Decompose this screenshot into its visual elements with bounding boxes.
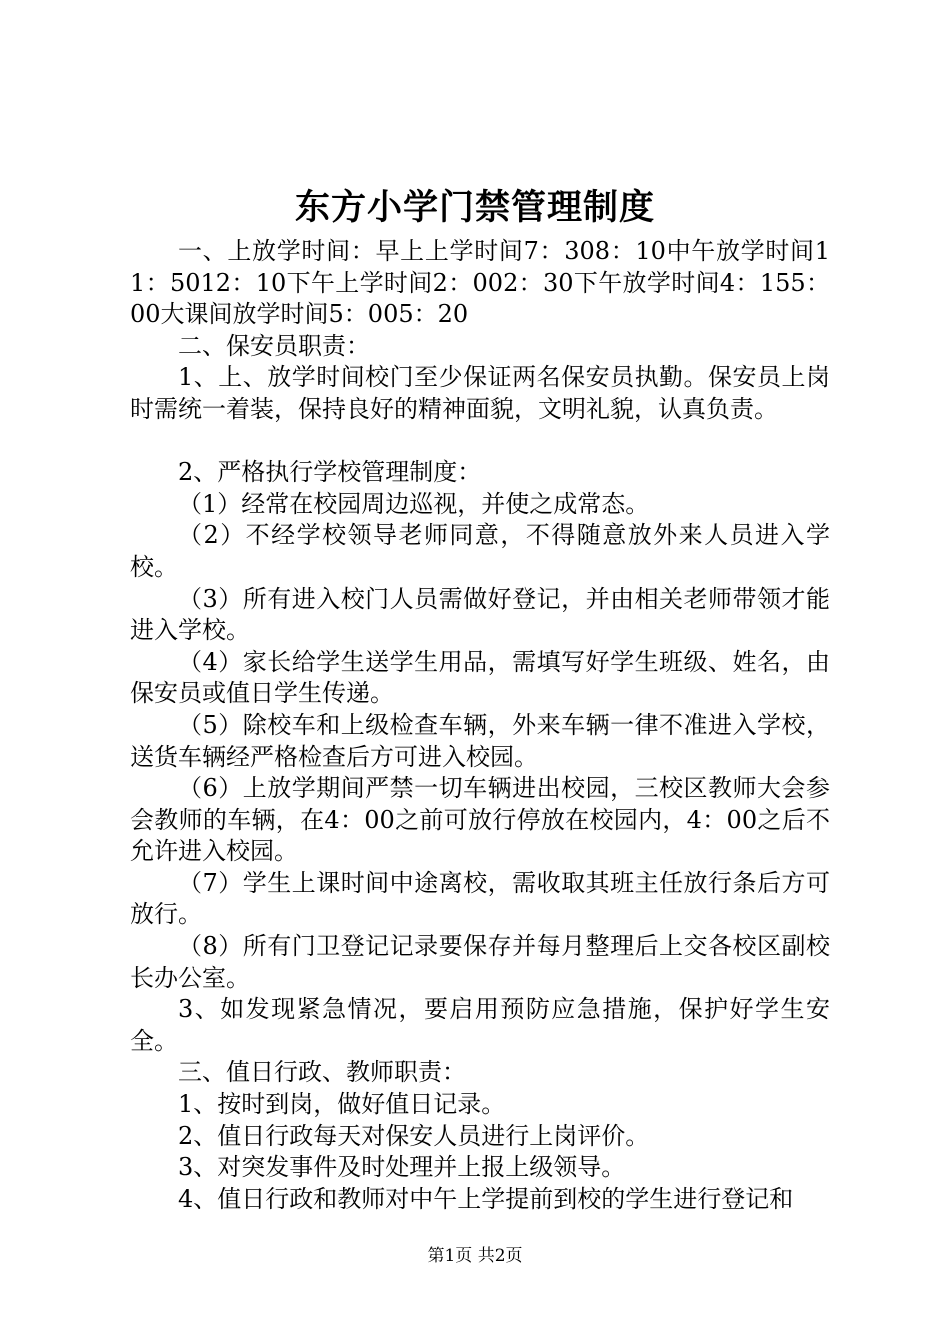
paragraph-rule-4: （4）家长给学生送学生用品，需填写好学生班级、姓名，由保安员或值日学生传递。 bbox=[130, 647, 830, 708]
paragraph-rule-5: （5）除校车和上级检查车辆，外来车辆一律不准进入学校，送货车辆经严格检查后方可进入校园。 bbox=[130, 710, 830, 771]
document-body bbox=[130, 236, 830, 1215]
document-title: 东方小学门禁管理制度 bbox=[294, 187, 655, 228]
paragraph-school-hours: 一、上放学时间：早上上学时间7：308：10中午放学时间11：5012：10下午上学时间2：002：30下午放学时间4：155：00大课间放学时间5：005：20 bbox=[130, 237, 830, 329]
paragraph-rule-3: （3）所有进入校门人员需做好登记，并由相关老师带领才能进入学校。 bbox=[130, 584, 830, 645]
page-number-footer: 第1页 共2页 bbox=[427, 1246, 523, 1266]
paragraph-duty-1: 1、上、放学时间校门至少保证两名保安员执勤。保安员上岗时需统一着装，保持良好的精神面貌，文明礼貌，认真负责。 bbox=[130, 363, 830, 423]
paragraph-rule-1: （1）经常在校园周边巡视，并使之成常态。 bbox=[178, 489, 650, 518]
paragraph-rule-8: （8）所有门卫登记记录要保存并每月整理后上交各校区副校长办公室。 bbox=[130, 932, 830, 992]
paragraph-staff-1: 1、按时到岗，做好值日记录。 bbox=[178, 1090, 506, 1119]
heading-security-duties: 二、保安员职责： bbox=[178, 331, 370, 360]
paragraph-staff-4: 4、值日行政和教师对中午上学提前到校的学生进行登记和 bbox=[178, 1184, 794, 1213]
paragraph-rule-6: （6）上放学期间严禁一切车辆进出校园，三校区教师大会参会教师的车辆，在4：00之前可放行停放在校园内，4：00之后不允许进入校园。 bbox=[130, 774, 830, 866]
paragraph-staff-2: 2、值日行政每天对保安人员进行上岗评价。 bbox=[178, 1121, 650, 1150]
paragraph-staff-3: 3、对突发事件及时处理并上报上级领导。 bbox=[178, 1153, 626, 1182]
paragraph-rule-7: （7）学生上课时间中途离校，需收取其班主任放行条后方可放行。 bbox=[130, 868, 830, 929]
paragraph-duty-2: 2、严格执行学校管理制度： bbox=[178, 458, 482, 487]
paragraph-rule-2: （2）不经学校领导老师同意，不得随意放外来人员进入学校。 bbox=[130, 521, 830, 581]
paragraph-duty-3: 3、如发现紧急情况，要启用预防应急措施，保护好学生安全。 bbox=[130, 995, 830, 1055]
heading-staff-duties: 三、值日行政、教师职责： bbox=[178, 1058, 466, 1087]
